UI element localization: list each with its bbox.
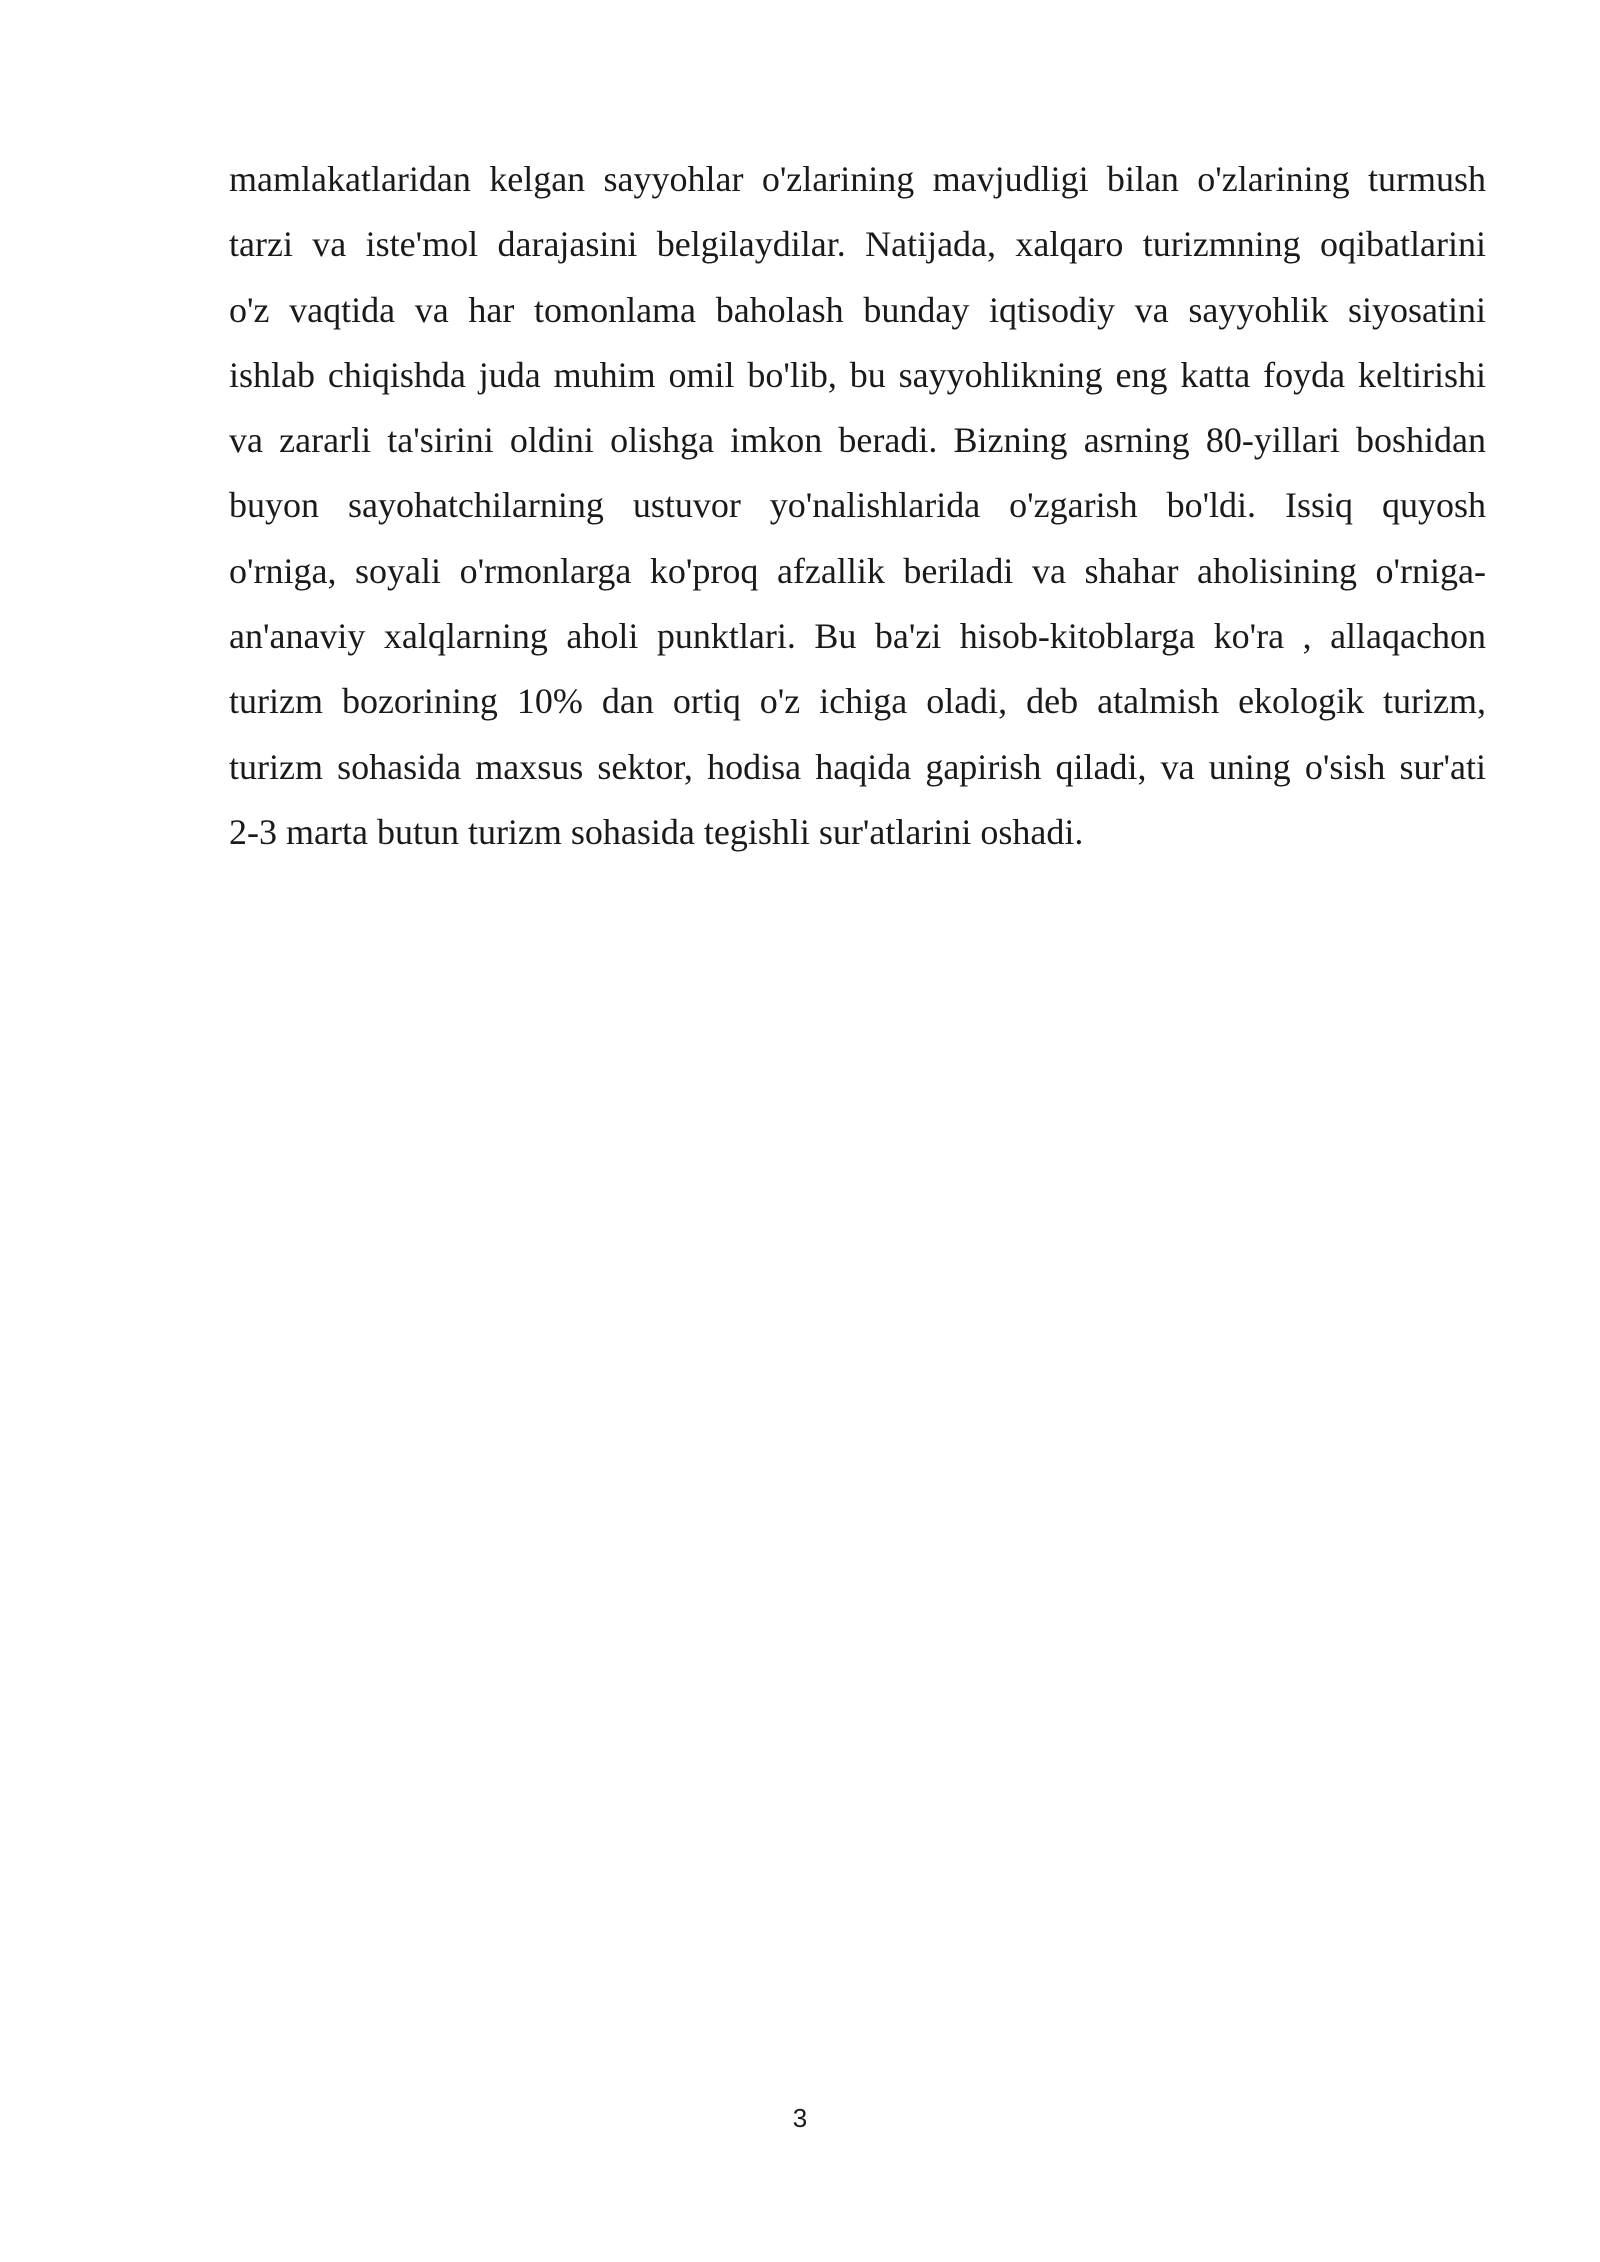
paragraph-line: tarzi va iste'mol darajasini belgilaydilar. Natijada, xalqaro turizmning oqibatlarini: [229, 224, 1486, 265]
paragraph-line: 2-3 marta butun turizm sohasida tegishli sur'atlarini oshadi.: [229, 811, 1084, 852]
paragraph-line: ishlab chiqishda juda muhim omil bo'lib, bu sayyohlikning eng katta foyda keltirishi: [229, 354, 1486, 395]
paragraph-line: mamlakatlaridan kelgan sayyohlar o'zlarining mavjudligi bilan o'zlarining turmush: [229, 159, 1486, 199]
paragraph-line: turizm bozorining 10% dan ortiq o'z ichiga oladi, deb atalmish ekologik turizm,: [229, 681, 1486, 722]
paragraph-line: o'rniga, soyali o'rmonlarga ko'proq afzallik beriladi va shahar aholisining o'rniga-: [229, 550, 1486, 591]
page-number: 3: [792, 2103, 808, 2133]
paragraph-line: buyon sayohatchilarning ustuvor yo'nalishlarida o'zgarish bo'ldi. Issiq quyosh: [229, 485, 1486, 526]
paragraph-line: an'anaviy xalqlarning aholi punktlari. Bu ba'zi hisob-kitoblarga ko'ra , allaqachon: [229, 616, 1486, 657]
paragraph-line: va zararli ta'sirini oldini olishga imkon beradi. Bizning asrning 80-yillari boshidan: [229, 420, 1486, 461]
paragraph-line: o'z vaqtida va har tomonlama baholash bunday iqtisodiy va sayyohlik siyosatini: [229, 289, 1486, 330]
body-paragraph: [229, 147, 1486, 865]
paragraph-line: turizm sohasida maxsus sektor, hodisa haqida gapirish qiladi, va uning o'sish sur'ati: [229, 746, 1486, 787]
